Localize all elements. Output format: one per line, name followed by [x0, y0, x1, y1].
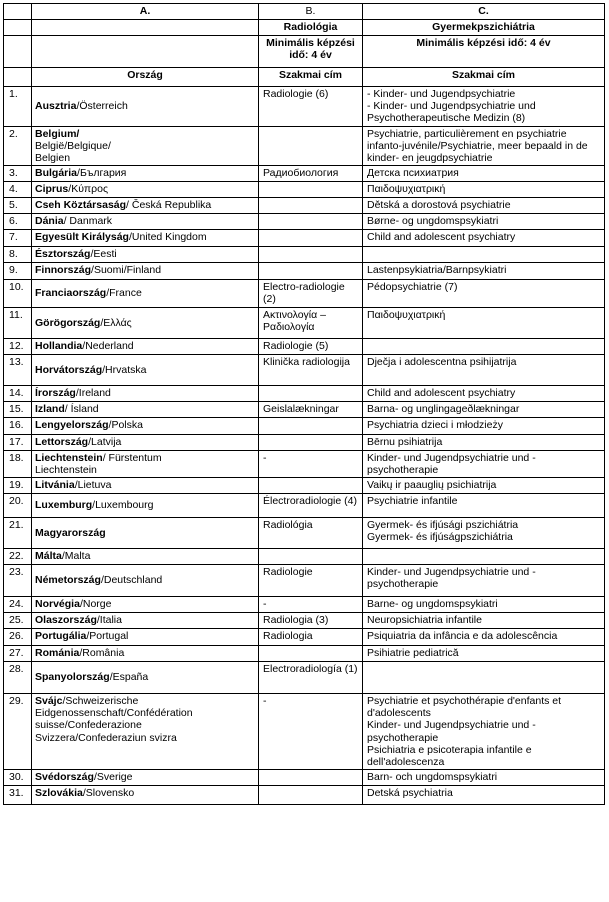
country-name-native: Česká Republika — [128, 199, 212, 212]
country-name-hungarian: Belgium/ — [35, 127, 80, 140]
country-cell — [32, 230, 259, 247]
row-number: 19. — [4, 478, 32, 494]
child-psychiatry-title: Børne- og ungdomspsykiatri — [363, 214, 605, 230]
title-column-header-c: Szakmai cím — [363, 68, 605, 87]
child-psychiatry-title: Gyermek- és ifjúsági pszichiátria Gyermek- és ifjúságpszichiátria — [363, 518, 605, 549]
header-row-letters — [4, 4, 605, 20]
child-psychiatry-title: Psiquiatria da infância e da adolescência — [363, 629, 605, 646]
country-name-native: España — [112, 671, 149, 684]
row-number: 16. — [4, 417, 32, 434]
country-name-hungarian: Szlovákia — [35, 787, 83, 800]
radiology-title: Radiologie — [259, 565, 363, 597]
country-cell — [32, 770, 259, 786]
country-separator: / — [86, 630, 90, 643]
country-separator: / — [100, 316, 104, 329]
radiology-title — [259, 247, 363, 263]
table-row — [4, 565, 605, 597]
country-name-native: Italia — [99, 614, 122, 627]
row-number: 24. — [4, 597, 32, 613]
table-row — [4, 494, 605, 518]
child-psychiatry-title: Kinder- und Jugendpsychiatrie und -psychotherapie — [363, 565, 605, 597]
child-psychiatry-title: Barn- och ungdomspsykiatri — [363, 770, 605, 786]
radiology-title: Klinička radiologija — [259, 354, 363, 385]
country-name-native: Schweizerische Eidgenossenschaft/Confédération suisse/Confederazione Svizzera/Confederaziun svizra — [35, 695, 193, 744]
radiology-title: - — [259, 597, 363, 613]
country-cell — [32, 87, 259, 127]
country-cell — [32, 385, 259, 401]
table-row — [4, 166, 605, 182]
child-psychiatry-title: Psychiatria dzieci i młodzieży — [363, 417, 605, 434]
country-separator: / — [100, 574, 104, 587]
country-name-hungarian: Cseh Köztársaság — [35, 199, 127, 212]
country-separator: / — [128, 231, 132, 244]
row-number: 9. — [4, 263, 32, 280]
radiology-title: Radiologie (5) — [259, 338, 363, 354]
child-psychiatry-title: Child and adolescent psychiatry — [363, 385, 605, 401]
child-psychiatry-title: Psihiatrie pediatrică — [363, 646, 605, 662]
table-row — [4, 230, 605, 247]
child-psychiatry-title: Pédopsychiatrie (7) — [363, 280, 605, 307]
country-separator: / — [96, 614, 100, 627]
country-name-native: Luxembourg — [95, 499, 154, 512]
row-number: 29. — [4, 694, 32, 770]
row-number: 28. — [4, 662, 32, 694]
country-separator: / — [74, 479, 78, 492]
radiology-title: Radiologia — [259, 629, 363, 646]
country-name-native: Norge — [82, 598, 112, 611]
country-name-hungarian: Görögország — [35, 316, 101, 329]
country-name-native: Latvija — [91, 435, 122, 448]
country-separator: / — [77, 167, 80, 180]
radiology-title — [259, 417, 363, 434]
table-row — [4, 87, 605, 127]
radiology-title: - — [259, 694, 363, 770]
country-cell — [32, 786, 259, 805]
document — [3, 3, 605, 805]
country-cell — [32, 198, 259, 214]
table-row — [4, 307, 605, 338]
radiology-title: Electro-radiologie (2) — [259, 280, 363, 307]
child-psychiatry-title: Bērnu psihiatrija — [363, 434, 605, 450]
row-number: 15. — [4, 401, 32, 417]
row-number: 31. — [4, 786, 32, 805]
specialty-radiology: Radiológia — [259, 20, 363, 36]
row-number: 1. — [4, 87, 32, 127]
header-empty-cell — [32, 36, 259, 68]
country-separator: / — [64, 402, 68, 415]
radiology-title — [259, 230, 363, 247]
table-row — [4, 263, 605, 280]
table-row — [4, 662, 605, 694]
country-cell — [32, 434, 259, 450]
country-name-hungarian: Románia — [35, 647, 80, 660]
row-number: 22. — [4, 549, 32, 565]
country-cell — [32, 597, 259, 613]
country-name-hungarian: Magyarország — [35, 526, 106, 539]
country-name-native: Lietuva — [77, 479, 112, 492]
country-separator: / — [62, 695, 66, 708]
table-row — [4, 401, 605, 417]
title-column-header-b: Szakmai cím — [259, 68, 363, 87]
column-c-letter: C. — [363, 4, 605, 20]
radiology-title — [259, 549, 363, 565]
radiology-title — [259, 198, 363, 214]
radiology-title — [259, 214, 363, 230]
table-row — [4, 385, 605, 401]
country-separator: / — [108, 418, 112, 431]
row-number: 7. — [4, 230, 32, 247]
table-row — [4, 629, 605, 646]
child-psychiatry-title: Lastenpsykiatria/Barnpsykiatri — [363, 263, 605, 280]
country-name-hungarian: Franciaország — [35, 287, 107, 300]
row-number: 17. — [4, 434, 32, 450]
country-separator: / — [102, 451, 106, 464]
child-psychiatry-title: Dječja i adolescentna psihijatrija — [363, 354, 605, 385]
country-name-native: Deutschland — [103, 574, 163, 587]
country-name-native: Sverige — [96, 771, 133, 784]
country-cell — [32, 518, 259, 549]
country-name-native: România — [82, 647, 125, 660]
country-name-hungarian: Norvégia — [35, 598, 80, 611]
radiology-title — [259, 646, 363, 662]
country-cell — [32, 263, 259, 280]
country-name-native: België/Belgique/ Belgien — [35, 139, 111, 165]
country-name-hungarian: Ciprus — [35, 183, 69, 196]
country-cell — [32, 247, 259, 263]
row-number: 2. — [4, 126, 32, 166]
table-row — [4, 646, 605, 662]
country-cell — [32, 417, 259, 434]
country-separator: / — [102, 363, 106, 376]
country-name-native: Ireland — [78, 386, 111, 399]
table-row — [4, 613, 605, 629]
country-cell — [32, 478, 259, 494]
country-name-native: Nederland — [85, 339, 134, 352]
radiology-title: - — [259, 450, 363, 477]
child-psychiatry-title: Vaikų ir paauglių psichiatrija — [363, 478, 605, 494]
country-name-hungarian: Dánia — [35, 215, 64, 228]
country-name-hungarian: Luxemburg — [35, 499, 93, 512]
child-psychiatry-title: Psychiatrie et psychothérapie d'enfants et d'adolescents Kinder- und Jugendpsychiatrie und -psychotherapie Psichiatria e psicoterapia infantile e dell'adolescenza — [363, 694, 605, 770]
row-number: 25. — [4, 613, 32, 629]
country-name-hungarian: Litvánia — [35, 479, 75, 492]
child-psychiatry-title: Barne- og ungdomspsykiatri — [363, 597, 605, 613]
country-name-native: Κύπρος — [71, 183, 109, 196]
country-name-hungarian: Észtország — [35, 248, 91, 261]
country-name-native: Ελλάς — [103, 316, 132, 329]
table-row — [4, 338, 605, 354]
country-name-native: United Kingdom — [131, 231, 207, 244]
country-column-header: Ország — [32, 68, 259, 87]
country-name-hungarian: Hollandia — [35, 339, 83, 352]
country-separator: / — [126, 199, 129, 212]
country-cell — [32, 494, 259, 518]
row-number: 8. — [4, 247, 32, 263]
row-number: 21. — [4, 518, 32, 549]
specialist-titles-table — [3, 3, 605, 805]
row-number: 20. — [4, 494, 32, 518]
header-empty-cell — [4, 4, 32, 20]
row-number: 11. — [4, 307, 32, 338]
table-row — [4, 478, 605, 494]
country-name-native: Suomi/Finland — [93, 264, 162, 277]
table-row — [4, 450, 605, 477]
radiology-title: Radiologia (3) — [259, 613, 363, 629]
country-separator: / — [92, 499, 96, 512]
radiology-title — [259, 770, 363, 786]
table-row — [4, 198, 605, 214]
country-separator: / — [106, 287, 110, 300]
child-psychiatry-title: Dětská a dorostová psychiatrie — [363, 198, 605, 214]
country-name-native: Ísland — [67, 402, 99, 415]
country-cell — [32, 354, 259, 385]
row-number: 23. — [4, 565, 32, 597]
row-number: 27. — [4, 646, 32, 662]
row-number: 10. — [4, 280, 32, 307]
radiology-title: Ακτινολογία – Ραδιολογία — [259, 307, 363, 338]
country-name-hungarian: Spanyolország — [35, 671, 110, 684]
header-row-min-training — [4, 36, 605, 68]
row-number: 12. — [4, 338, 32, 354]
column-b-letter: B. — [259, 4, 363, 20]
country-separator: / — [91, 264, 94, 277]
country-name-hungarian: Bulgária — [35, 167, 78, 180]
country-name-hungarian: Lettország — [35, 435, 89, 448]
row-number: 4. — [4, 182, 32, 198]
country-name-native: България — [79, 167, 127, 180]
child-psychiatry-title — [363, 662, 605, 694]
country-name-hungarian: Liechtenstein — [35, 451, 103, 464]
country-name-hungarian: Németország — [35, 574, 101, 587]
child-psychiatry-title: Kinder- und Jugendpsychiatrie und -psychotherapie — [363, 450, 605, 477]
country-cell — [32, 613, 259, 629]
country-cell — [32, 450, 259, 477]
country-separator: / — [79, 647, 83, 660]
header-empty-cell — [4, 20, 32, 36]
table-row — [4, 247, 605, 263]
country-separator: / — [61, 550, 65, 563]
country-cell — [32, 629, 259, 646]
radiology-title: Électroradiologie (4) — [259, 494, 363, 518]
row-number: 18. — [4, 450, 32, 477]
row-number: 6. — [4, 214, 32, 230]
table-row — [4, 214, 605, 230]
child-psychiatry-title: Psychiatrie infantile — [363, 494, 605, 518]
min-training-radiology: Minimális képzési idő: 4 év — [259, 36, 363, 68]
radiology-title — [259, 478, 363, 494]
table-row — [4, 126, 605, 166]
country-name-hungarian: Málta — [35, 550, 62, 563]
country-name-hungarian: Portugália — [35, 630, 87, 643]
table-body — [4, 87, 605, 805]
table-row — [4, 518, 605, 549]
row-number: 3. — [4, 166, 32, 182]
country-name-native: Eesti — [93, 248, 117, 261]
country-separator: / — [75, 386, 79, 399]
country-name-native: France — [109, 287, 142, 300]
table-row — [4, 417, 605, 434]
child-psychiatry-title: Psychiatrie, particulièrement en psychiatrie infanto-juvénile/Psychiatrie, meer bepaald in de kinder- en jeugdpsychiatrie — [363, 126, 605, 166]
country-name-native: Slovensko — [85, 787, 135, 800]
country-separator: / — [90, 248, 94, 261]
radiology-title — [259, 434, 363, 450]
country-cell — [32, 166, 259, 182]
radiology-title: Radiologie (6) — [259, 87, 363, 127]
radiology-title: Радиобиология — [259, 166, 363, 182]
country-name-hungarian: Olaszország — [35, 614, 97, 627]
specialty-child-psychiatry: Gyermekpszichiátria — [363, 20, 605, 36]
child-psychiatry-title: Child and adolescent psychiatry — [363, 230, 605, 247]
table-row — [4, 434, 605, 450]
country-cell — [32, 126, 259, 166]
radiology-title — [259, 263, 363, 280]
header-empty-cell — [32, 20, 259, 36]
row-number: 14. — [4, 385, 32, 401]
country-name-native: Fürstentum Liechtenstein — [35, 451, 162, 476]
country-name-hungarian: Svájc — [35, 695, 63, 708]
table-row — [4, 549, 605, 565]
radiology-title: Geislalækningar — [259, 401, 363, 417]
radiology-title: Radiológia — [259, 518, 363, 549]
table-row — [4, 597, 605, 613]
country-separator: / — [82, 787, 86, 800]
country-name-native: Polska — [111, 418, 143, 431]
country-separator: / — [79, 598, 83, 611]
radiology-title — [259, 385, 363, 401]
column-a-letter: A. — [32, 4, 259, 20]
country-name-hungarian: Egyesült Királyság — [35, 231, 129, 244]
table-row — [4, 786, 605, 805]
country-name-hungarian: Írország — [35, 386, 76, 399]
country-name-hungarian: Lengyelország — [35, 418, 109, 431]
country-name-hungarian: Finnország — [35, 264, 92, 277]
child-psychiatry-title — [363, 247, 605, 263]
country-cell — [32, 214, 259, 230]
child-psychiatry-title: Παιδοψυχιατρική — [363, 307, 605, 338]
radiology-title: Electroradiología (1) — [259, 662, 363, 694]
child-psychiatry-title — [363, 549, 605, 565]
country-separator: / — [109, 671, 113, 684]
table-row — [4, 694, 605, 770]
country-name-hungarian: Svédország — [35, 771, 94, 784]
country-separator: / — [88, 435, 92, 448]
table-row — [4, 182, 605, 198]
radiology-title — [259, 182, 363, 198]
row-number: 30. — [4, 770, 32, 786]
table-row — [4, 280, 605, 307]
country-cell — [32, 401, 259, 417]
country-separator: / — [82, 339, 86, 352]
country-name-hungarian: Ausztria — [35, 100, 77, 113]
child-psychiatry-title: Barna- og unglingageðlækningar — [363, 401, 605, 417]
country-cell — [32, 549, 259, 565]
country-cell — [32, 662, 259, 694]
child-psychiatry-title: - Kinder- und Jugendpsychiatrie - Kinder- und Jugendpsychiatrie und Psychotherapeutische Medizin (8) — [363, 87, 605, 127]
table-row — [4, 354, 605, 385]
country-cell — [32, 565, 259, 597]
header-row-specialty — [4, 20, 605, 36]
child-psychiatry-title: Detská psychiatria — [363, 786, 605, 805]
country-cell — [32, 280, 259, 307]
child-psychiatry-title: Детска психиатрия — [363, 166, 605, 182]
country-separator: / — [93, 771, 97, 784]
min-training-child-psychiatry: Minimális képzési idő: 4 év — [363, 36, 605, 68]
country-name-hungarian: Horvátország — [35, 363, 103, 376]
header-empty-cell — [4, 68, 32, 87]
child-psychiatry-title — [363, 338, 605, 354]
country-name-native: Malta — [64, 550, 91, 563]
row-number: 26. — [4, 629, 32, 646]
country-cell — [32, 182, 259, 198]
radiology-title — [259, 126, 363, 166]
row-number: 5. — [4, 198, 32, 214]
country-name-native: Portugal — [89, 630, 129, 643]
country-cell — [32, 307, 259, 338]
country-name-native: Österreich — [79, 100, 128, 113]
child-psychiatry-title: Παιδοψυχιατρική — [363, 182, 605, 198]
country-cell — [32, 694, 259, 770]
row-number: 13. — [4, 354, 32, 385]
country-name-native: Danmark — [66, 215, 113, 228]
country-cell — [32, 338, 259, 354]
country-separator: / — [68, 183, 72, 196]
country-separator: / — [76, 100, 80, 113]
country-name-native: Hrvatska — [105, 363, 147, 376]
header-empty-cell — [4, 36, 32, 68]
radiology-title — [259, 786, 363, 805]
country-separator: / — [63, 215, 67, 228]
country-cell — [32, 646, 259, 662]
child-psychiatry-title: Neuropsichiatria infantile — [363, 613, 605, 629]
table-row — [4, 770, 605, 786]
header-row-labels — [4, 68, 605, 87]
country-name-hungarian: Izland — [35, 402, 65, 415]
